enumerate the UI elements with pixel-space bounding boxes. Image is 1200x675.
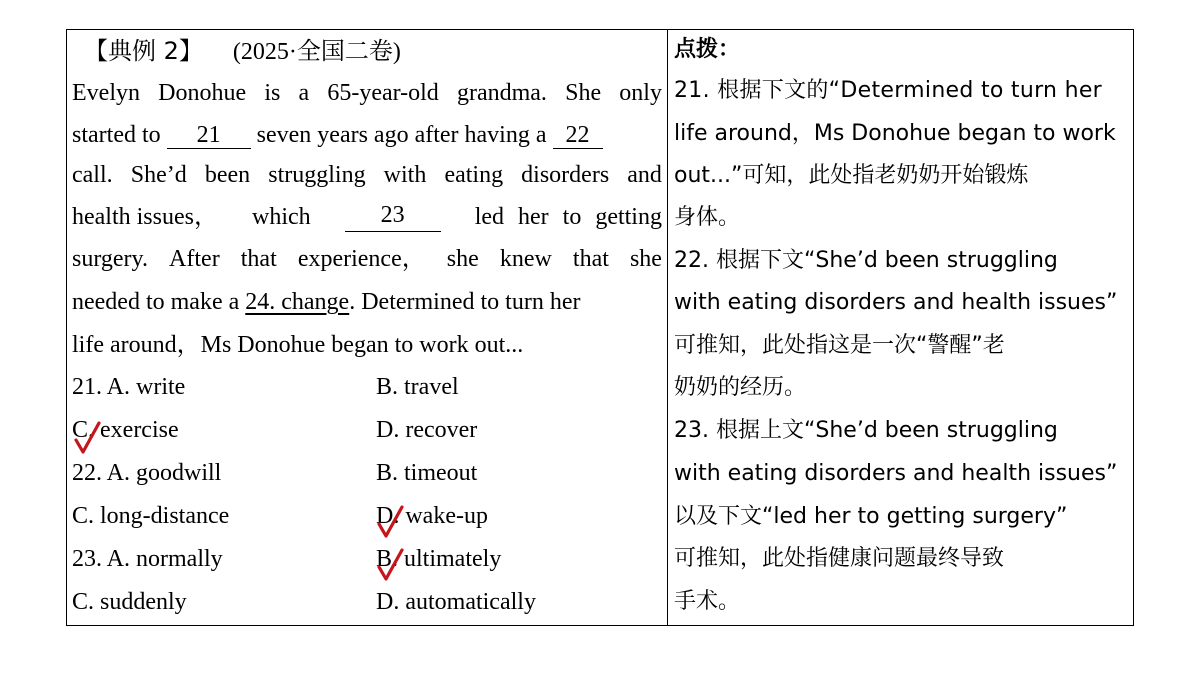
tips-line: with eating disorders and health issues” xyxy=(674,461,1118,486)
word: only xyxy=(619,80,662,106)
word: disorders xyxy=(521,162,610,188)
word: Donohue xyxy=(158,80,247,106)
word: is xyxy=(264,80,281,106)
word: she xyxy=(446,246,479,272)
option-22-c: C. long-distance xyxy=(72,503,230,529)
check-mark-icon xyxy=(73,420,103,456)
passage-text: started to xyxy=(72,122,161,148)
tips-line: 22. 根据下文“She’d been struggling xyxy=(674,248,1058,273)
passage-line-3 xyxy=(72,160,662,190)
blank-22: 22 xyxy=(553,122,603,149)
passage-text: seven years ago after having a xyxy=(256,122,547,148)
check-mark-icon xyxy=(376,504,406,540)
word: eating xyxy=(444,162,504,188)
word: After xyxy=(169,246,220,272)
example-source: (2025·全国二卷) xyxy=(232,39,401,65)
tips-heading: 点拨： xyxy=(674,37,741,62)
check-mark-icon xyxy=(376,547,406,583)
option-21-c: C. exercise xyxy=(72,417,179,443)
word: Evelyn xyxy=(72,80,140,106)
tips-line: 23. 根据上文“She’d been struggling xyxy=(674,418,1058,443)
tips-line: 身体。 xyxy=(674,205,741,230)
option-21-b: B. travel xyxy=(376,374,459,400)
tips-line: life around，Ms Donohue began to work xyxy=(674,121,1116,146)
word: 65-year-old xyxy=(327,80,439,106)
option-21-a: 21. A. write xyxy=(72,374,186,400)
word: experience， xyxy=(297,246,426,272)
word: call. xyxy=(72,162,113,188)
passage-text: which xyxy=(252,204,311,230)
option-23-d: D. automatically xyxy=(376,589,536,615)
passage-line-1 xyxy=(72,78,662,108)
passage-line-2 xyxy=(72,120,603,150)
word: a xyxy=(298,80,310,106)
tips-line: 以及下文“led her to getting surgery” xyxy=(674,504,1068,529)
column-divider xyxy=(667,30,668,625)
word: surgery. xyxy=(72,246,148,272)
word: and xyxy=(627,162,662,188)
option-22-a: 22. A. goodwill xyxy=(72,460,222,486)
tips-line: 可推知，此处指健康问题最终导致 xyxy=(674,546,1005,571)
word: she xyxy=(629,246,662,272)
word: grandma. xyxy=(456,80,547,106)
word: struggling xyxy=(268,162,366,188)
option-23-b: B. ultimately xyxy=(376,546,502,572)
word: that xyxy=(240,246,277,272)
passage-text: . Determined to turn her xyxy=(349,289,581,315)
option-22-d: D. wake-up xyxy=(376,503,488,529)
example-table xyxy=(66,29,1134,626)
tips-line: 手术。 xyxy=(674,589,741,614)
option-23-a: 23. A. normally xyxy=(72,546,223,572)
word: been xyxy=(204,162,251,188)
tips-line: 可推知，此处指这是一次“警醒”老 xyxy=(674,333,1005,358)
option-23-c: C. suddenly xyxy=(72,589,187,615)
tips-line: with eating disorders and health issues” xyxy=(674,290,1118,315)
option-22-b: B. timeout xyxy=(376,460,478,486)
passage-text: led her to getting xyxy=(474,204,662,230)
passage-text: needed to make a xyxy=(72,289,240,315)
blank-21: 21 xyxy=(167,122,251,149)
passage-line-7: life around，Ms Donohue began to work out... xyxy=(72,332,524,358)
passage-text: health issues， xyxy=(72,204,218,230)
word: that xyxy=(572,246,609,272)
word: with xyxy=(383,162,427,188)
tips-line: 奶奶的经历。 xyxy=(674,375,807,400)
example-header xyxy=(84,36,401,67)
answer-24: 24. change xyxy=(245,289,350,315)
word: She’d xyxy=(130,162,187,188)
word: She xyxy=(565,80,602,106)
passage-line-4 xyxy=(72,202,662,232)
word: knew xyxy=(499,246,552,272)
blank-23: 23 xyxy=(345,202,441,232)
tips-line: 21. 根据下文的“Determined to turn her xyxy=(674,78,1103,103)
example-tag: 【典例 2】 xyxy=(84,37,203,65)
tips-line: out...”可知，此处指老奶奶开始锻炼 xyxy=(674,163,1029,188)
option-21-d: D. recover xyxy=(376,417,478,443)
passage-line-6 xyxy=(72,287,580,317)
passage-line-5 xyxy=(72,244,662,274)
